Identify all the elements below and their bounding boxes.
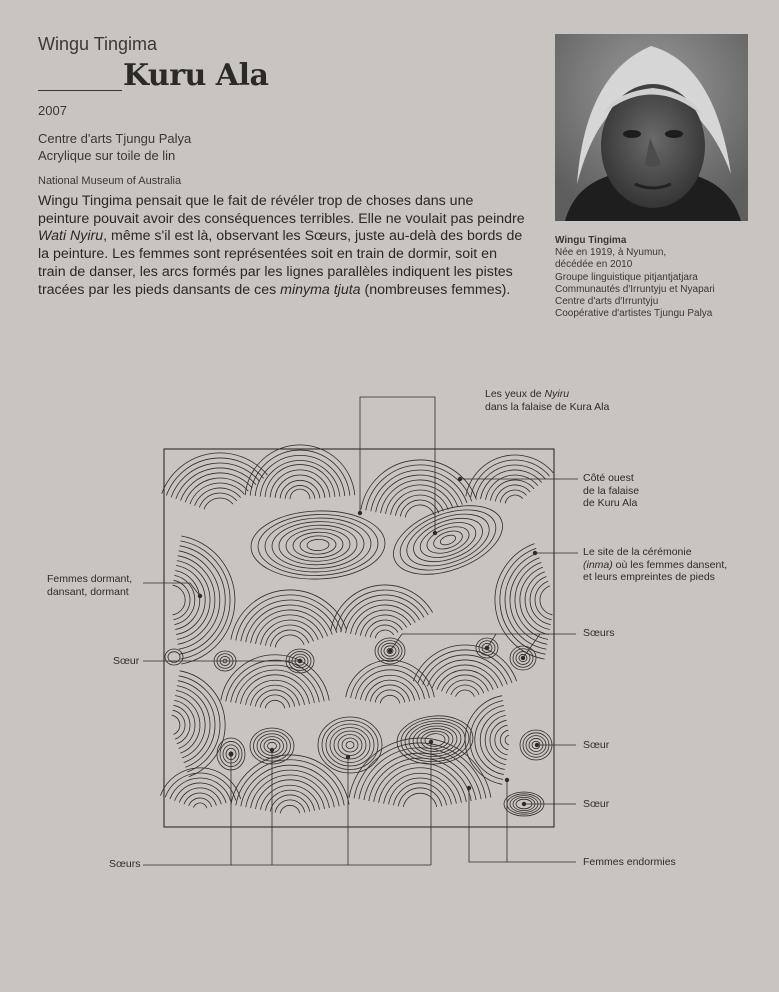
caption-born: Née en 1919, à Nyumun, xyxy=(555,247,667,259)
motif-arc-top-3 xyxy=(361,460,477,517)
motif-arc-right xyxy=(495,544,552,660)
motif-arc-mid-2 xyxy=(331,585,433,638)
artwork-year: 2007 xyxy=(38,103,67,118)
artist-name: Wingu Tingima xyxy=(38,34,158,54)
motif-arc-left xyxy=(173,536,235,664)
motif-arc-left-2 xyxy=(172,671,225,777)
label-eyes-nyiru: Les yeux de Nyiru dans la falaise de Kura Ala xyxy=(485,388,610,413)
label-sister-right-2: Sœur xyxy=(583,798,610,810)
caption-died: décédée en 2010 xyxy=(555,259,633,271)
art-centre: Centre d'arts Tjungu Palya xyxy=(38,131,192,146)
caption-centre: Centre d'arts d'Irruntyju xyxy=(555,296,659,308)
caption-language: Groupe linguistique pitjantjatjara xyxy=(555,271,698,283)
motif-arc-top-left xyxy=(162,453,268,509)
label-sister-right-1: Sœur xyxy=(583,739,610,751)
label-women-dancing: Femmes dormant, dansant, dormant xyxy=(47,573,133,598)
motif-arc-bottom-3 xyxy=(161,768,241,808)
motif-oval-right xyxy=(384,492,512,587)
label-ceremony-site: Le site de la cérémonie (inma) où les femmes dansent, et leurs empreintes de pieds xyxy=(583,546,728,583)
motif-ring-low-4 xyxy=(395,713,475,767)
motif-arc-top-2 xyxy=(245,445,355,499)
motif-arc-mid-5 xyxy=(221,655,329,709)
motif-ring-low-3 xyxy=(318,717,382,773)
collection: National Museum of Australia xyxy=(38,175,182,187)
motif-arc-mid-3 xyxy=(413,645,516,697)
caption-communities: Communautés d'Irruntyju et Nyapari xyxy=(555,283,715,295)
label-sister-left: Sœur xyxy=(113,655,140,667)
description: Wingu Tingima pensait que le fait de révéler trop de choses dans une peinture pouvait avoir des conséquences terribles. Elle ne voulait pas peindre Wati Nyiru, même s'il est là, observant les Sœurs, juste au-delà des bords de la peinture. Les femmes sont représentées soit en train de dormir, soit en train de danser, les arcs formés par les lignes parallèles indiquent les pistes tracées par les pieds dansants de ces minyma tjuta (nombreuses femmes). xyxy=(38,193,525,298)
leader-dots xyxy=(198,477,539,806)
label-west-cliff: Côté ouest de la falaise de Kuru Ala xyxy=(583,472,640,509)
motif-arc-bottom-right xyxy=(465,696,509,785)
label-sisters-bottom: Sœurs xyxy=(109,858,141,870)
label-sleeping-women: Femmes endormies xyxy=(583,856,676,868)
artwork-title: Kuru Ala xyxy=(123,58,269,93)
motif-ring-sister-6 xyxy=(165,649,183,665)
medium: Acrylique sur toile de lin xyxy=(38,148,176,163)
motif-arc-mid-1 xyxy=(231,590,347,647)
label-sisters-right: Sœurs xyxy=(583,627,615,639)
caption-coop: Coopérative d'artistes Tjungu Palya xyxy=(555,308,713,320)
motif-oval-left xyxy=(250,509,386,582)
caption-name: Wingu Tingima xyxy=(555,235,627,246)
